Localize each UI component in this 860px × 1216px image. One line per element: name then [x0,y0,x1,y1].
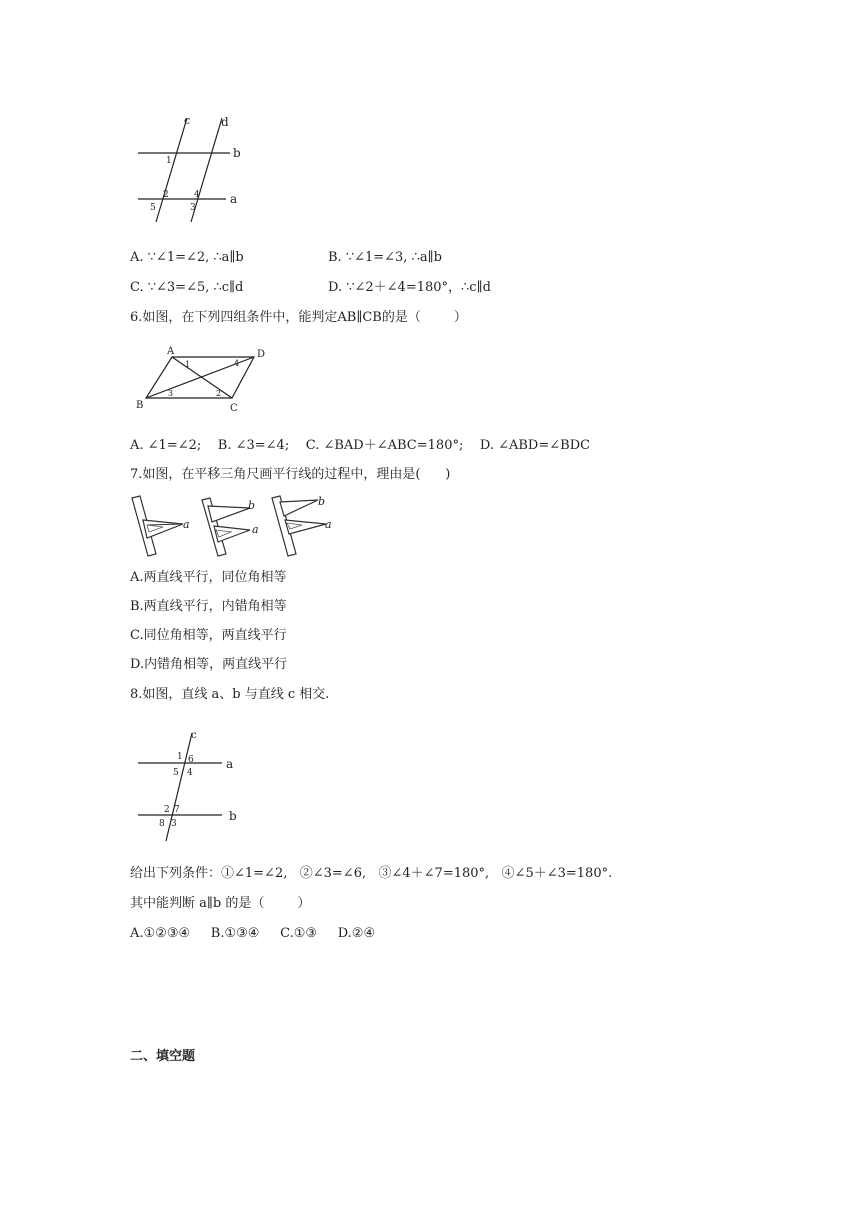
q8-figure [130,725,250,845]
angle-1: 1 [166,156,172,166]
q6-options: A. ∠1=∠2; B. ∠3=∠4; C. ∠BAD＋∠ABC=180°; D. ∠ABD=∠BDC [130,438,591,453]
label-a: a [325,518,332,531]
set-square-top [208,506,250,522]
line-c [156,118,187,222]
angle-3: 3 [190,203,196,213]
q7-figure [128,492,348,562]
vertex-b: B [136,400,144,411]
q8-stem: 8.如图，直线 a、b 与直线 c 相交. [130,687,330,702]
section-heading-fill-in: 二、填空题 [130,1049,196,1064]
label-a: a [183,518,190,531]
angle-2: 2 [216,389,222,398]
angle-4: 4 [187,768,193,778]
q7-stem: 7.如图，在平移三角尺画平行线的过程中，理由是( ) [130,467,451,482]
angle-1: 1 [185,360,191,369]
angle-2: 2 [163,190,169,200]
angle-8: 8 [159,819,165,829]
q5-option-b: B. ∵∠1=∠3, ∴a∥b [328,250,442,265]
set-square-bottom [214,526,250,542]
q5-option-a: A. ∵∠1=∠2, ∴a∥b [130,250,244,265]
q5-option-c: C. ∵∠3=∠5, ∴c∥d [130,280,244,295]
angle-5: 5 [150,203,156,213]
set-square-bottom [285,520,326,534]
vertex-a: A [167,346,175,357]
q7-option-d: D.内错角相等，两直线平行 [130,657,288,672]
angle-1: 1 [177,752,183,762]
q7-option-a: A.两直线平行，同位角相等 [130,570,287,585]
diagonal-ac [172,357,232,398]
q8-conditions: 给出下列条件：①∠1=∠2, ②∠3=∠6, ③∠4＋∠7=180°, ④∠5＋∠3=180°. [130,866,613,881]
angle-2: 2 [164,805,170,815]
label-a: a [226,757,234,771]
angle-4: 4 [234,359,240,368]
label-b: b [229,809,237,823]
angle-3: 3 [168,389,174,398]
panel-1 [132,496,190,556]
q7-option-b: B.两直线平行，内错角相等 [130,599,287,614]
vertex-c: C [230,403,238,414]
label-a: a [252,523,259,536]
label-a: a [230,192,238,206]
set-square [143,520,183,538]
panel-2 [202,498,259,556]
line-c [166,733,192,841]
angle-7: 7 [174,805,180,815]
q7-option-c: C.同位角相等，两直线平行 [130,628,287,643]
angle-3: 3 [171,819,177,829]
angle-4: 4 [194,190,200,200]
panel-3 [272,495,332,556]
label-b: b [318,495,326,508]
q8-options: A.①②③④ B.①③④ C.①③ D.②④ [130,926,376,941]
q6-figure [130,342,280,418]
angle-6: 6 [188,755,194,765]
label-d: d [221,115,229,129]
label-c: c [184,114,191,127]
q8-question: 其中能判断 a∥b 的是（ ） [130,896,311,911]
q5-figure [130,110,260,230]
label-c: c [191,730,197,741]
angle-5: 5 [173,768,179,778]
label-b: b [248,499,256,512]
set-square-top [280,500,318,516]
label-b: b [233,146,241,160]
vertex-d: D [257,349,266,360]
q6-stem: 6.如图，在下列四组条件中，能判定AB∥CB的是（ ） [130,310,467,325]
q5-option-d: D. ∵∠2＋∠4=180°，∴c∥d [328,280,491,295]
